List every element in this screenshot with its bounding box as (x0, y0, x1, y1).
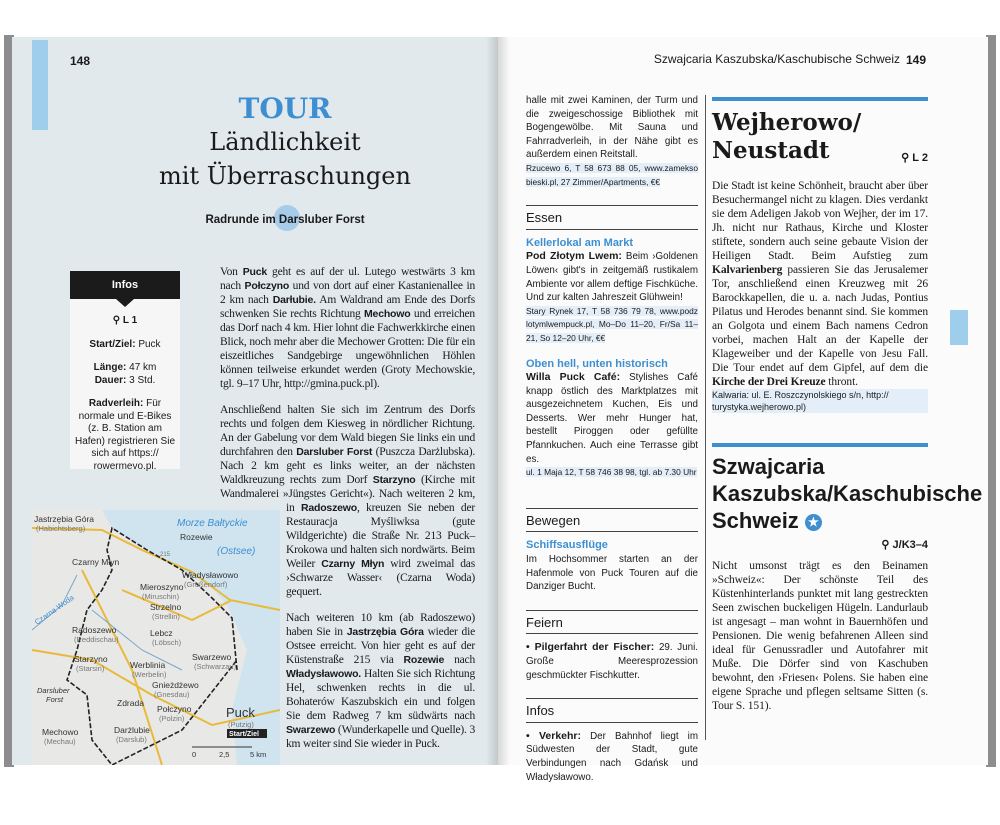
map-ref: L 1 (122, 315, 138, 326)
entry-address: ul. 1 Maja 12, T 58 746 38 98, tgl. ab 7.30 Uhr (526, 467, 697, 478)
place-name: Swarzewo (286, 724, 336, 736)
map-place-label: Mieroszyno (140, 582, 184, 592)
text-run: Anschließend halten Sie sich im Zentrum des Dorfs rechts und folgen dem Kiesweg in nördlicher Richtung. An der Gabelung vor dem Wald biegen Sie links ein und durchfahren den (220, 404, 475, 458)
entry-description: Der Bahnhof liegt im Südwesten der Stadt, gute Verbindungen nach Gdańsk und Władysławowo. (526, 730, 698, 783)
place-name: Czarny Młyn (321, 558, 385, 570)
thumb-tab-right (950, 310, 968, 345)
map-place-label: Swarzewo (192, 652, 232, 662)
text-run: und von dort auf einer Kastanienallee in 2 km nach (220, 280, 475, 306)
sea-label-german: (Ostsee) (217, 546, 256, 557)
text-run: geht es auf der ul. Lutego westwärts 3 km nach (220, 266, 475, 292)
text-run: Halten Sie sich Richtung Hel, schwenken rechts in die ul. Bohaterów Kaszubskich ein und folgen Sie dem Radweg 7 km südwärts nach (286, 668, 475, 722)
section-heading: Infos (526, 698, 698, 723)
place-name: Puck (242, 266, 268, 278)
place-name: Darsluber Forst (296, 446, 373, 458)
page-number-left: 148 (70, 54, 91, 68)
tour-text (220, 265, 475, 825)
map-place-german: (Starsin) (76, 664, 105, 673)
map-place-german: (Putzig) (228, 720, 254, 729)
start-value: Puck (138, 338, 161, 350)
map-place-german: (Großendorf) (184, 580, 228, 589)
section-bar (712, 443, 928, 447)
map-place-label: Czarny Młyn (72, 557, 120, 567)
entry-text (526, 250, 698, 304)
place-name: Starzyno (372, 474, 416, 486)
text-run: und erreichen das Dorf nach 4 km. Hier lohnt die Fachwerkkirche einen Blick, noch mehr aber die Mechower Grotten: Die für ein eiszeitliches Sandgebirge ungewöhnlichen Höhlen können teilweise erkundet werden (Groty Mechowskie, tgl. 9–17 Uhr, http://gmina.puck.pl). (220, 308, 475, 390)
text-run: Von (220, 266, 243, 278)
place-name: Kirche der Drei Kreuze (712, 376, 826, 388)
duration-label: Dauer: (94, 374, 127, 386)
schweiz-title: Szwajcaria Kaszubska/Kaschubische Schweiz (712, 454, 983, 533)
text-run: , kreuzen Sie neben der Restauracja Myśliwksa (gute Wildgerichte) die Straße Nr. 213 Puck–Krokowa und halten sich nordwärts. Beim Weiler (286, 502, 475, 570)
map-pin-icon: ⚲ (901, 152, 910, 164)
wejherowo-title: Wejherowo/ Neustadt (712, 109, 862, 164)
place-name: Darłubie. (272, 294, 316, 306)
length-label: Länge: (93, 362, 127, 373)
section-heading: Bewegen (526, 508, 698, 533)
entry-name: • Verkehr: (526, 729, 581, 742)
text-run: (Puszcza Darżlubska). Nach 2 km geht es links weiter, an der nächsten Waldkreuzung rechts zum Dorf (220, 446, 475, 486)
entry-text (526, 641, 698, 682)
map-place-label: Strzelno (150, 602, 182, 612)
page-number-right: 149 (906, 53, 927, 67)
text-run: nach (444, 654, 475, 666)
entry-heading: Oben hell, unten historisch (526, 357, 668, 370)
duration-value: 3 Std. (129, 374, 156, 386)
map-place-label: Werblinia (130, 660, 166, 670)
map-place-label: Jastrzębia Góra (34, 514, 94, 524)
tour-title (140, 93, 430, 193)
place-name: Kalvarienberg (712, 264, 783, 276)
title-line-2: mit Überraschungen (159, 162, 411, 190)
entry-description: Beim ›Goldenen Löwen‹ gibt's in zeitgemäß rustikalem Ambiente vor allem deftige Fischküche. Und zur kalten Jahreszeit Glühwein! (526, 251, 699, 304)
map-place-german: (Gnesdau) (154, 690, 190, 699)
text-run: wieder die Ostsee erreicht. Von hier geht es auf der Küstenstraße 215 via (286, 626, 475, 666)
map-place-label: Lebcz (150, 628, 173, 638)
practical-info-column (526, 94, 698, 784)
length-value: 47 km (129, 362, 157, 373)
entry-heading: Schiffsausflüge (526, 539, 608, 552)
infos-header: Infos (70, 271, 180, 299)
entry-name: Willa Puck Café: (526, 371, 621, 384)
place-name: Połczyno (244, 280, 290, 292)
entry-name: Pod Złotym Lwem: (526, 250, 622, 263)
map-place-label: Mechowo (42, 727, 79, 737)
scale-label: 5 km (250, 750, 267, 759)
place-name: Władysławowo. (286, 668, 361, 680)
entry-text (526, 730, 698, 784)
scale-label: 2,5 (219, 750, 230, 759)
place-name: Mechowo (364, 308, 411, 320)
thumb-tab-left (32, 40, 48, 130)
map-place-german: (Darslub) (116, 735, 147, 744)
river-label: Czarna Woda (32, 593, 76, 627)
section-heading: Essen (526, 205, 698, 230)
schweiz-text: Nicht umsonst trägt es den Beinamen »Schweiz«: Der schönste Teil des Küstenhinterlands punktet mit lang gestreckten Seen zwischen buckeligen Hügeln. Landurlaub ist angesagt – man wohnt in Bauernhöfen und Pensionen. Die wenig befahrenen Alleen sind ideal für Genussradler und Autofahrer mit Muße. Die Dörfer sind von Kaschuben bewohnt, den ›Friesen‹ Polens. Sie haben eine eigene Sprache und pflegen seltsame Sitten (s. Tour S. 151). (712, 560, 928, 712)
schweiz-map-ref: J/K3–4 (892, 539, 928, 551)
text-run: (Wunderkapelle und Quelle). 3 km weiter sind Sie wieder in Puck. (286, 724, 475, 750)
map-place-german: (Strellin) (152, 612, 180, 621)
entry-name: • Pilgerfahrt der Fischer: (526, 641, 655, 654)
start-badge: Start/Ziel (229, 731, 259, 738)
rental-label: Radverleih: (88, 398, 144, 409)
text-run: Am Waldrand am Ende des Dorfs schwenken Sie rechts Richtung (220, 294, 475, 320)
text-run: Nach weiteren 10 km (ab Radoszewo) haben Sie in (286, 612, 475, 638)
intro-text: halle mit zwei Kaminen, der Turm und die zweigeschossige Bibliothek mit Bogengewölbe. Mit Sauna und Fahrradverleih, in der Nähe gibt es außerdem einen Reitstall. (526, 95, 698, 161)
map-place-german: (Mechau) (44, 737, 76, 746)
text-run: passieren Sie das Jerusalemer Tor, anschließend einen Kreuzweg mit 26 Barockkapellen, die u. a. nach Judas, Pontius Pilatus und Herodes benannt sind. Sie kommen an Golgota und einem Bach namens Cedron vorbei, machen Halt an der Kapelle der Klageweiber und der Kapelle von Jesu Fall. Die Tour endet auf dem Gipfel, auf dem die (712, 264, 928, 374)
map-place-label: Radoszewo (72, 625, 117, 635)
tour-paragraph (220, 265, 475, 391)
sights-column (712, 97, 983, 713)
entry-text (526, 371, 698, 466)
map-place-label: Darżlubie (114, 725, 150, 735)
entry-heading: Kellerlokal am Markt (526, 236, 633, 249)
map-place-german: (Reddischau) (74, 635, 119, 644)
map-place-label: Władysławowo (182, 570, 239, 580)
entry-description: Im Hochsommer starten an der Hafenmole von Puck Touren auf die Danziger Bucht. (526, 554, 698, 593)
map-place-label: Gnieżdżewo (152, 680, 199, 690)
wejherowo-address: Kalwaria: ul. E. Roszczynolskiego s/n, http:// turystyka.wejherowo.pl) (712, 389, 928, 413)
map-place-label: Połczyno (157, 704, 192, 714)
column-divider (705, 95, 706, 740)
gutter (486, 37, 510, 765)
section-heading: Feiern (526, 610, 698, 635)
forest-label: Darsluber (37, 686, 70, 695)
tour-subtitle: Radrunde im Darsluber Forst (205, 214, 365, 226)
map-place-german: (Miruschin) (142, 592, 180, 601)
text-run: Die Stadt ist keine Schönheit, braucht aber über Besuchermangel nicht zu klagen. Dies verdankt sie dem Adeligen Jakob von Wejher, der im 17. Jh. nicht nur Rathaus, Kirche und Kloster stiftete, sondern auch seine gebaute Vision der Heiligen Stadt. Beim Aufstieg zum (712, 180, 928, 262)
entry-address: Stary Rynek 17, T 58 736 79 78, www.podz lotymlwempuck.pl, Mo–Do 11–20, Fr/Sa 11–21, So 12–20 Uhr, €€ (526, 305, 698, 343)
map-place-german: (Schwarzau) (194, 662, 237, 671)
map-place-label: Puck (226, 705, 255, 720)
entry-text (526, 553, 698, 594)
wejherowo-text (712, 179, 928, 389)
road-number: 215 (160, 552, 171, 558)
map-place-german: (Werbelin) (132, 670, 167, 679)
rental-value: Für normale und E-Bikes (z. B. Station am Hafen) registrieren Sie sich auf https:// rowermevo.pl. (74, 398, 176, 472)
section-bar (712, 97, 928, 101)
star-icon: ★ (805, 514, 822, 531)
scale-label: 0 (192, 750, 197, 759)
infos-box (70, 271, 180, 472)
forest-label: Forst (46, 695, 64, 704)
map-pin-icon: ⚲ (112, 315, 121, 326)
entry-description: 29. Juni. Große Meeresprozession geschmückter Fischkutter. (526, 642, 699, 681)
running-header: Szwajcaria Kaszubska/Kaschubische Schweiz (653, 52, 900, 66)
place-name: Jastrzębia Góra (346, 626, 424, 638)
map-place-german: (Löbsch) (152, 638, 182, 647)
entry-description: Stylishes Café knapp östlich des Marktplatzes mit ausgezeichnetem Kuchen, Eis und Desserts. Wer mehr Hunger hat, bestellt Piroggen oder gefüllte Pfannkuchen. Auch eine Terrasse gibt es. (526, 372, 698, 465)
start-label: Start/Ziel: (89, 338, 136, 350)
title-line-1: Ländlichkeit (209, 128, 361, 156)
wejherowo-map-ref: L 2 (912, 152, 928, 164)
map-pin-icon: ⚲ (881, 539, 890, 551)
place-name: Radoszewo (300, 502, 357, 514)
map-place-label: Starzyno (74, 654, 108, 664)
map-place-german: (Habichtsberg) (36, 524, 86, 533)
map-wrap-spacer (220, 505, 286, 825)
sea-label: Morze Bałtyckie (177, 518, 248, 529)
text-run: wird zweimal das ›Schwarze Wasser‹ (Czarna Woda) gequert. (286, 558, 475, 598)
map-place-label: Rozewie (180, 532, 213, 542)
intro-address: Rzucewo 6, T 58 673 88 05, www.zamekso bieski.pl, 27 Zimmer/Apartments, €€ (526, 162, 698, 187)
text-run: thront. (825, 376, 858, 388)
text-run: (Kirche mit Wandmalerei »Jüngstes Gericht«). Nach weiteren 2 km, in (220, 474, 475, 514)
map-place-german: (Polzin) (159, 714, 185, 723)
place-name: Rozewie (403, 654, 445, 666)
map-place-label: Zdrada (117, 698, 144, 708)
tour-label: TOUR (238, 92, 332, 125)
